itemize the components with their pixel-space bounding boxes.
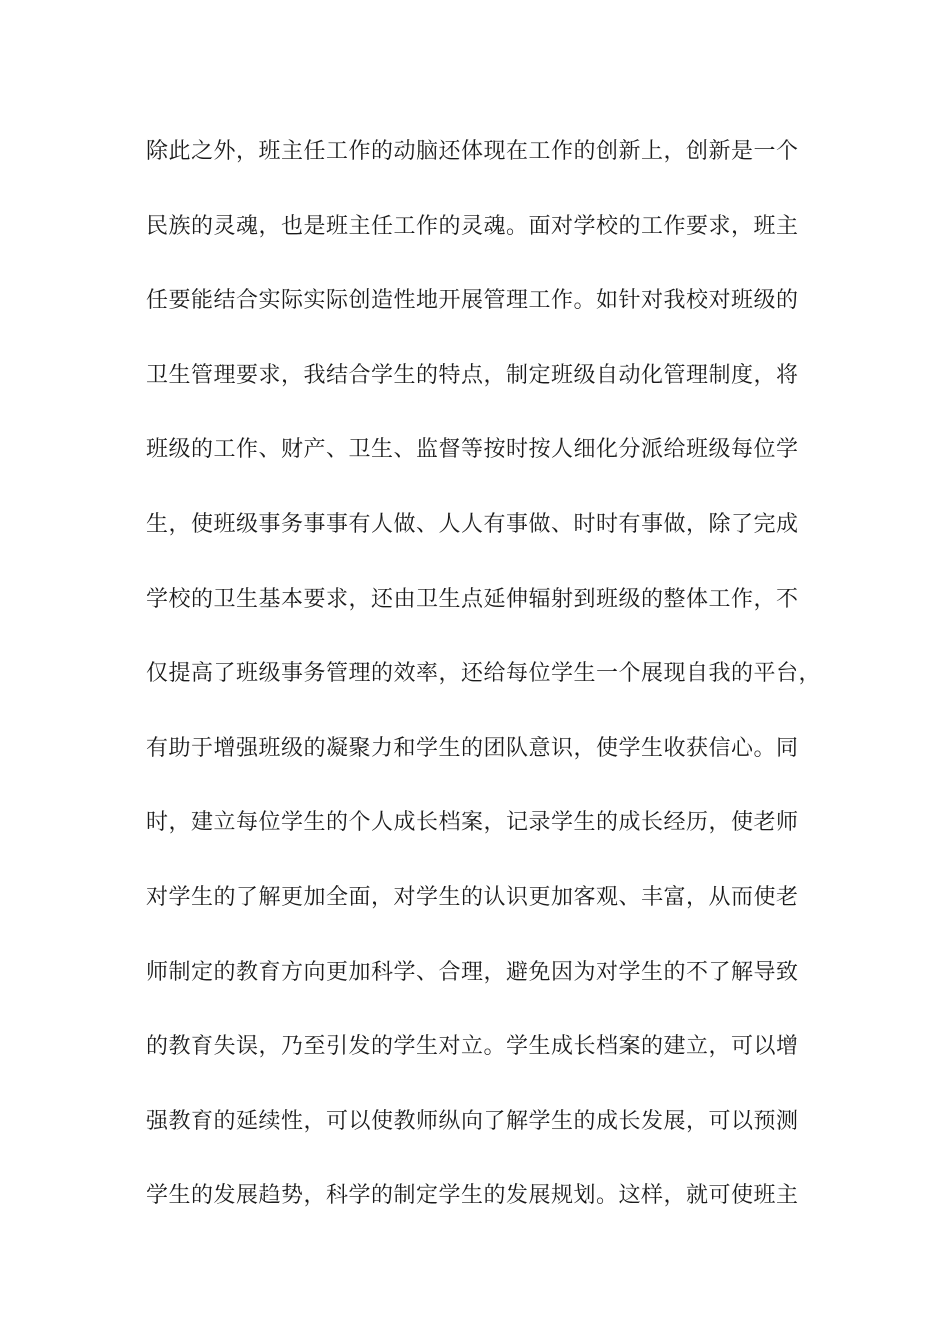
text-line: 的教育失误，乃至引发的学生对立。学生成长档案的建立，可以增 [146, 1034, 799, 1060]
text-line: 卫生管理要求，我结合学生的特点，制定班级自动化管理制度，将 [146, 362, 799, 388]
body-paragraph [146, 132, 822, 1251]
text-line: 班级的工作、财产、卫生、监督等按时按人细化分派给班级每位学 [146, 437, 799, 463]
text-line: 有助于增强班级的凝聚力和学生的团队意识，使学生收获信心。同 [146, 735, 799, 761]
text-line: 学生的发展趋势，科学的制定学生的发展规划。这样，就可使班主 [146, 1183, 799, 1209]
text-line: 学校的卫生基本要求，还由卫生点延伸辐射到班级的整体工作，不 [146, 586, 799, 612]
text-line: 除此之外，班主任工作的动脑还体现在工作的创新上，创新是一个 [146, 139, 799, 164]
text-line: 强教育的延续性，可以使教师纵向了解学生的成长发展，可以预测 [146, 1108, 799, 1134]
text-line: 时，建立每位学生的个人成长档案，记录学生的成长经历，使老师 [146, 810, 799, 836]
text-line: 对学生的了解更加全面，对学生的认识更加客观、丰富，从而使老 [146, 884, 799, 910]
text-line: 民族的灵魂，也是班主任工作的灵魂。面对学校的工作要求，班主 [146, 213, 799, 239]
text-line: 任要能结合实际实际创造性地开展管理工作。如针对我校对班级的 [146, 288, 799, 314]
text-line: 仅提高了班级事务管理的效率，还给每位学生一个展现自我的平台， [146, 661, 822, 687]
text-line: 生，使班级事务事事有人做、人人有事做、时时有事做，除了完成 [146, 511, 799, 537]
text-line: 师制定的教育方向更加科学、合理，避免因为对学生的不了解导致 [146, 959, 799, 985]
